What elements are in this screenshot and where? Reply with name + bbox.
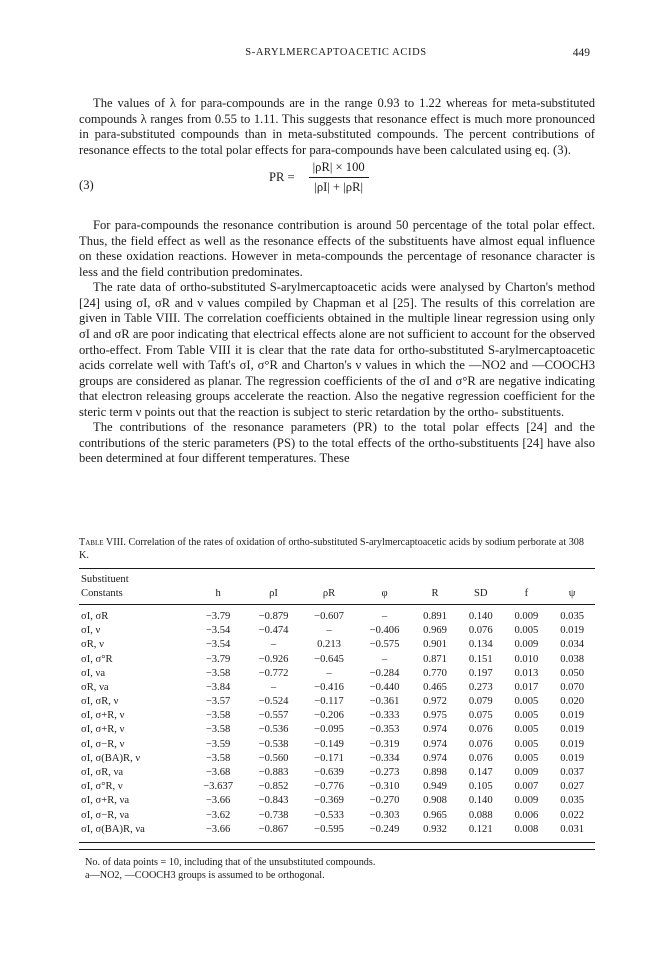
- table-cell: 0.076: [468, 752, 493, 764]
- table-cell: −0.303: [369, 809, 400, 821]
- table-row: [79, 751, 595, 765]
- table-cell: −0.474: [258, 625, 289, 637]
- table-cell: −0.557: [258, 710, 289, 722]
- column-header: h: [215, 588, 221, 600]
- table-cell: 0.974: [423, 724, 447, 736]
- header-substituent: Substituent: [79, 569, 190, 588]
- table-cell: −0.926: [258, 653, 289, 665]
- equation-numerator: |ρR| × 100: [309, 160, 369, 178]
- table-cell: 0.465: [423, 681, 447, 693]
- table-cell: –: [270, 639, 277, 651]
- table-cell: 0.969: [423, 625, 447, 637]
- table-notes: [79, 849, 595, 882]
- table-row: [79, 709, 595, 723]
- column-header: SD: [473, 588, 488, 600]
- table-cell: 0.009: [514, 795, 539, 807]
- table-cell: −0.883: [258, 767, 289, 779]
- table-row: [79, 737, 595, 751]
- table-cell: −0.149: [314, 738, 344, 750]
- table-cell: −0.639: [314, 767, 344, 779]
- equation-fraction: [309, 160, 369, 195]
- table-row: [79, 780, 595, 794]
- table-cell: 0.949: [423, 781, 447, 793]
- table-cell: 0.076: [468, 738, 493, 750]
- table-cell: 0.965: [423, 809, 447, 821]
- table-cell: 0.019: [560, 710, 585, 722]
- table-cell: 0.020: [560, 696, 585, 708]
- table-row: [79, 624, 595, 638]
- table-cell: −0.772: [258, 667, 289, 679]
- table-cell: 0.009: [514, 610, 539, 622]
- table-cell: 0.901: [423, 639, 447, 651]
- row-constants: σR, νa: [81, 681, 109, 693]
- column-header: f: [524, 588, 529, 600]
- table-row: [79, 723, 595, 737]
- table-cell: 0.974: [423, 752, 447, 764]
- table-cell: 0.891: [423, 610, 447, 622]
- table-cell: −0.607: [314, 610, 344, 622]
- table-cell: −0.524: [258, 696, 289, 708]
- correlation-table: [79, 568, 595, 843]
- column-header: Constants: [81, 588, 123, 600]
- table-cell: 0.009: [514, 639, 539, 651]
- table-cell: −3.58: [205, 752, 231, 764]
- table-cell: 0.050: [560, 667, 585, 679]
- table-cell: −0.310: [369, 781, 400, 793]
- table-cell: 0.005: [514, 710, 539, 722]
- table-row: [79, 695, 595, 709]
- row-constants: σI, σR, νa: [81, 767, 124, 779]
- table-cell: 0.007: [514, 781, 539, 793]
- table-cell: 0.010: [514, 653, 539, 665]
- table-cell: –: [381, 610, 388, 622]
- table-cell: –: [381, 653, 388, 665]
- table-row: [79, 638, 595, 652]
- table-row: [79, 765, 595, 779]
- paragraph-resonance-contribution: For para-compounds the resonance contribution is around 50 percentage of the total polar effect. Thus, the field effect as well as the resonance effects of the substituents have almost equal influence on these oxidation reactions. However in meta-compounds the percentage of resonance character is less and the field contribution predominates.: [79, 218, 595, 279]
- table-cell: −3.58: [205, 724, 231, 736]
- table-cell: 0.197: [468, 667, 493, 679]
- table-cell: 0.974: [423, 738, 447, 750]
- table-cell: 0.035: [560, 610, 585, 622]
- table-cell: 0.019: [560, 752, 585, 764]
- equation-label: (3): [79, 178, 94, 193]
- table-cell: −3.59: [205, 738, 231, 750]
- row-constants: σI, σ(BA)R, νa: [81, 823, 145, 835]
- table-cell: −0.879: [258, 610, 289, 622]
- table-cell: −0.440: [369, 681, 400, 693]
- table-cell: 0.019: [560, 625, 585, 637]
- table-cell: −3.58: [205, 710, 231, 722]
- table-cell: 0.035: [560, 795, 585, 807]
- table-row: [79, 652, 595, 666]
- table-cell: 0.105: [468, 781, 493, 793]
- table-cell: 0.140: [468, 610, 493, 622]
- table-cell: 0.770: [423, 667, 447, 679]
- table-cell: 0.005: [514, 752, 539, 764]
- table-cell: −0.270: [369, 795, 400, 807]
- table-cell: −0.867: [258, 823, 289, 835]
- row-constants: σI, σR: [81, 610, 109, 622]
- row-constants: σI, σ−R, ν: [81, 738, 125, 750]
- column-header: R: [431, 588, 439, 600]
- table-cell: 0.070: [560, 681, 585, 693]
- table-cell: 0.006: [514, 809, 539, 821]
- table-cell: 0.031: [560, 823, 585, 835]
- table-cell: −0.361: [369, 696, 400, 708]
- table-cell: 0.005: [514, 696, 539, 708]
- table-cell: −3.62: [205, 809, 231, 821]
- table-cell: –: [326, 625, 332, 637]
- table-cell: 0.013: [514, 667, 539, 679]
- row-constants: σI, σ(BA)R, ν: [81, 752, 141, 764]
- column-header: ψ: [568, 588, 576, 600]
- table-cell: −0.776: [314, 781, 344, 793]
- table-cell: −0.319: [369, 738, 400, 750]
- table-caption: [79, 536, 595, 562]
- table-cell: 0.975: [423, 710, 447, 722]
- row-constants: σI, σ+R, ν: [81, 710, 125, 722]
- table-row: [79, 822, 595, 843]
- page-number: 449: [572, 47, 590, 59]
- paragraph-ortho-analysis: The rate data of ortho-substituted S-arylmercaptoacetic acids were analysed by Charton's method [24] using σI, σR and ν values compiled by Chapman et al [25]. The results of this correlation are given in Table VIII. The correlation coefficients obtained in the multiple linear regression using only σI and σR are poor indicating that electrical effects alone are not sufficient to account for the observed ortho-effect. From Table VIII it is clear that the rate data for ortho-substituted S-arylmercaptoacetic acids correlate well with Taft's σI, σ°R and Charton's ν values in which the —NO2 and —COOCH3 groups are considered as planar. The regression coefficients of the σI and σ°R are negative indicating that electron releasing groups accelerate the reaction. Also the negative regression coefficient for the steric term ν points out that the reaction is subject to steric retardation by the ortho- substituents.: [79, 280, 595, 419]
- table-cell: −3.54: [205, 639, 231, 651]
- table-note-data-points: No. of data points = 10, including that of the unsubstituted compounds.: [85, 857, 376, 869]
- table-cell: −0.284: [369, 667, 400, 679]
- table-viii: [79, 536, 595, 882]
- paragraph-contributions: The contributions of the resonance parameters (PR) to the total polar effects [24] and the contributions of the steric parameters (PS) to the total effects of the ortho-substituents [24] have also been determined at four different temperatures. These: [79, 420, 595, 466]
- table-cell: −0.206: [314, 710, 344, 722]
- table-note-orthogonal: a—NO2, —COOCH3 groups is assumed to be orthogonal.: [85, 870, 325, 882]
- table-cell: −3.58: [205, 667, 231, 679]
- row-constants: σI, σ+R, ν: [81, 724, 125, 736]
- table-cell: 0.022: [560, 809, 585, 821]
- table-row: [79, 666, 595, 680]
- table-cell: –: [270, 681, 277, 693]
- table-cell: −0.852: [258, 781, 289, 793]
- table-cell: 0.079: [468, 696, 493, 708]
- table-cell: 0.932: [423, 823, 447, 835]
- running-head-title: S-ARYLMERCAPTOACETIC ACIDS: [245, 47, 427, 58]
- table-cell: 0.147: [468, 767, 493, 779]
- row-constants: σI, σR, ν: [81, 696, 119, 708]
- table-cell: −0.533: [314, 809, 344, 821]
- table-cell: −0.369: [314, 795, 344, 807]
- table-cell: 0.140: [468, 795, 493, 807]
- table-cell: 0.871: [423, 653, 447, 665]
- table-cell: −3.68: [205, 767, 231, 779]
- table-cell: −0.843: [258, 795, 289, 807]
- table-body: [79, 605, 595, 843]
- table-cell: 0.273: [468, 681, 493, 693]
- column-header: φ: [381, 588, 388, 600]
- table-cell: 0.121: [468, 823, 493, 835]
- equation-denominator: |ρI| + |ρR|: [314, 179, 363, 194]
- row-constants: σI, σ°R, ν: [81, 781, 123, 793]
- table-cell: −0.117: [314, 696, 344, 708]
- table-row: [79, 680, 595, 694]
- paragraph-lambda-values: The values of λ for para-compounds are in the range 0.93 to 1.22 whereas for meta-substituted compounds λ ranges from 0.55 to 1.11. This suggests that resonance effect is much more pronounced in para-substituted compounds than in meta-substituted compounds. The percent contributions of resonance effects to the total polar effects for para-compounds have been calculated using eq. (3).: [79, 96, 595, 157]
- body-text: [79, 96, 595, 467]
- row-constants: σR, ν: [81, 639, 104, 651]
- table-cell: −0.416: [314, 681, 344, 693]
- table-cell: 0.076: [468, 625, 493, 637]
- table-cell: −0.595: [314, 823, 344, 835]
- table-row: [79, 605, 595, 624]
- table-row: [79, 794, 595, 808]
- table-cell: 0.019: [560, 738, 585, 750]
- table-cell: 0.213: [317, 639, 341, 651]
- row-constants: σI, ν: [81, 625, 101, 637]
- table-cell: −3.637: [203, 781, 233, 793]
- table-cell: −0.536: [258, 724, 289, 736]
- table-cell: −0.645: [314, 653, 344, 665]
- table-cell: 0.151: [468, 653, 493, 665]
- table-cell: 0.005: [514, 738, 539, 750]
- table-row: [79, 808, 595, 822]
- table-cell: 0.075: [468, 710, 493, 722]
- table-cell: −0.095: [314, 724, 344, 736]
- table-cell: −3.66: [205, 795, 231, 807]
- table-cell: −3.54: [205, 625, 231, 637]
- table-cell: 0.038: [560, 653, 585, 665]
- table-cell: 0.008: [514, 823, 539, 835]
- table-cell: −3.57: [205, 696, 231, 708]
- table-cell: −3.79: [205, 610, 231, 622]
- table-caption-text: Correlation of the rates of oxidation of ortho-substituted S-arylmercaptoacetic acids by sodium perborate at 308 K.: [79, 537, 584, 561]
- row-constants: σI, νa: [81, 667, 106, 679]
- table-cell: 0.908: [423, 795, 447, 807]
- table-cell: −0.333: [369, 710, 400, 722]
- table-cell: −3.66: [205, 823, 231, 835]
- column-header: ρI: [269, 588, 278, 600]
- table-cell: −0.249: [369, 823, 400, 835]
- table-cell: −0.738: [258, 809, 289, 821]
- table-cell: 0.076: [468, 724, 493, 736]
- equation-lhs: PR =: [269, 169, 295, 184]
- table-cell: 0.017: [514, 681, 539, 693]
- table-cell: −0.171: [314, 752, 344, 764]
- row-constants: σI, σ°R: [81, 653, 113, 665]
- table-cell: −0.538: [258, 738, 289, 750]
- table-cell: 0.005: [514, 625, 539, 637]
- table-cell: –: [326, 667, 332, 679]
- table-header-row: [79, 587, 595, 605]
- table-cell: 0.037: [560, 767, 585, 779]
- table-cell: −0.273: [369, 767, 400, 779]
- table-cell: −0.575: [369, 639, 400, 651]
- table-cell: 0.027: [560, 781, 585, 793]
- table-cell: 0.972: [423, 696, 447, 708]
- table-cell: −0.334: [369, 752, 400, 764]
- equation-3: [79, 160, 595, 216]
- table-caption-label: Table VIII.: [79, 537, 126, 548]
- table-cell: 0.088: [468, 809, 493, 821]
- table-cell: 0.898: [423, 767, 447, 779]
- table-cell: −0.353: [369, 724, 400, 736]
- running-head: [0, 47, 672, 63]
- table-cell: −0.406: [369, 625, 400, 637]
- table-cell: 0.019: [560, 724, 585, 736]
- table-cell: −3.79: [205, 653, 231, 665]
- row-constants: σI, σ−R, νa: [81, 809, 130, 821]
- table-cell: 0.009: [514, 767, 539, 779]
- table-cell: −3.84: [205, 681, 231, 693]
- table-cell: 0.005: [514, 724, 539, 736]
- row-constants: σI, σ+R, νa: [81, 795, 130, 807]
- table-cell: 0.034: [560, 639, 585, 651]
- table-cell: 0.134: [468, 639, 493, 651]
- column-header: ρR: [322, 588, 336, 600]
- table-cell: −0.560: [258, 752, 289, 764]
- equation-body: [269, 160, 369, 195]
